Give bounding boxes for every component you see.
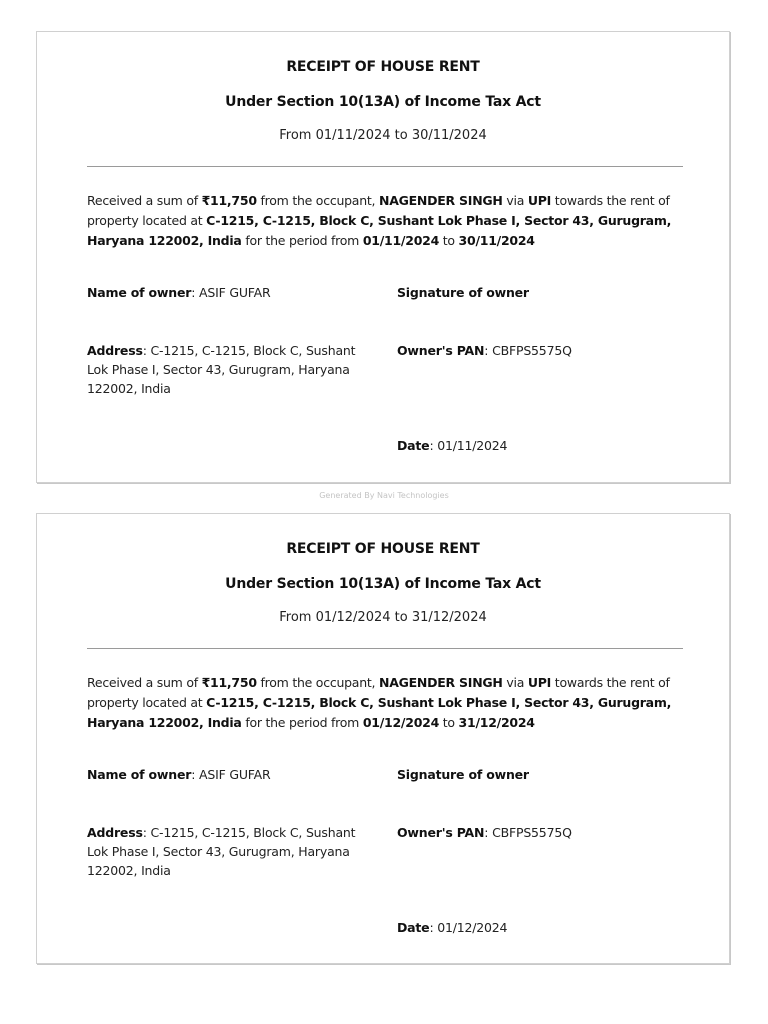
rent-receipt-december: [36, 513, 730, 964]
owner-name: ASIF GUFAR: [199, 767, 271, 782]
owner-address: C-1215, C-1215, Block C, Sushant Lok Phase I, Sector 43, Gurugram, Haryana 122002, India: [87, 825, 356, 878]
rent-amount: ₹11,750: [201, 193, 257, 208]
period-to: 31/12/2024: [458, 715, 535, 730]
occupant-name: NAGENDER SINGH: [379, 193, 503, 208]
property-address: C-1215, C-1215, Block C, Sushant Lok Phase I, Sector 43, Gurugram, Haryana 122002, India: [87, 213, 672, 248]
receipt-subtitle: Under Section 10(13A) of Income Tax Act: [225, 94, 541, 110]
owner-address-field: Address: C-1215, C-1215, Block C, Sushant Lok Phase I, Sector 43, Gurugram, Haryana 122002, India: [87, 343, 356, 396]
owner-address-field: Address: C-1215, C-1215, Block C, Sushant Lok Phase I, Sector 43, Gurugram, Haryana 122002, India: [87, 825, 356, 878]
occupant-name: NAGENDER SINGH: [379, 675, 503, 690]
period-to: 30/11/2024: [458, 233, 535, 248]
period-from: 01/11/2024: [362, 233, 440, 248]
receipt-subtitle: Under Section 10(13A) of Income Tax Act: [225, 576, 541, 592]
owner-signature-label: Signature of owner: [397, 285, 529, 300]
receipt-date: 01/12/2024: [437, 920, 508, 935]
owner-address: C-1215, C-1215, Block C, Sushant Lok Phase I, Sector 43, Gurugram, Haryana 122002, India: [87, 343, 356, 396]
payment-method: UPI: [527, 675, 552, 690]
period-from: 01/12/2024: [362, 715, 440, 730]
owner-name: ASIF GUFAR: [199, 285, 271, 300]
owner-pan: CBFPS5575Q: [492, 343, 572, 358]
receipt-statement: Received a sum of ₹11,750 from the occupant, NAGENDER SINGH via UPI towards the rent of property located at C-1215, C-1215, Block C, Sushant Lok Phase I, Sector 43, Gurugram, Haryana 122002, India for the period from 01/11/2024 to 30/11/2024: [87, 193, 672, 248]
receipt-period: From 01/11/2024 to 30/11/2024: [279, 128, 487, 143]
generated-by-footer: Generated By Navi Technologies: [319, 491, 449, 500]
divider: [87, 648, 683, 649]
property-address: C-1215, C-1215, Block C, Sushant Lok Phase I, Sector 43, Gurugram, Haryana 122002, India: [87, 695, 672, 730]
owner-pan-field: Owner's PAN: CBFPS5575Q: [397, 825, 572, 840]
owner-pan-field: Owner's PAN: CBFPS5575Q: [397, 343, 572, 358]
receipt-date-field: Date: 01/12/2024: [397, 920, 508, 935]
receipt-date: 01/11/2024: [437, 438, 508, 453]
owner-signature-label: Signature of owner: [397, 767, 529, 782]
receipt-date-field: Date: 01/11/2024: [397, 438, 508, 453]
owner-name-field: Name of owner: ASIF GUFAR: [87, 767, 271, 782]
rent-amount: ₹11,750: [201, 675, 257, 690]
owner-pan: CBFPS5575Q: [492, 825, 572, 840]
payment-method: UPI: [527, 193, 552, 208]
receipt-title: RECEIPT OF HOUSE RENT: [286, 541, 480, 557]
divider: [87, 166, 683, 167]
owner-name-field: Name of owner: ASIF GUFAR: [87, 285, 271, 300]
receipt-statement: Received a sum of ₹11,750 from the occupant, NAGENDER SINGH via UPI towards the rent of property located at C-1215, C-1215, Block C, Sushant Lok Phase I, Sector 43, Gurugram, Haryana 122002, India for the period from 01/12/2024 to 31/12/2024: [87, 675, 672, 730]
receipt-period: From 01/12/2024 to 31/12/2024: [279, 610, 487, 625]
receipt-title: RECEIPT OF HOUSE RENT: [286, 59, 480, 75]
rent-receipt-november: [36, 31, 730, 483]
